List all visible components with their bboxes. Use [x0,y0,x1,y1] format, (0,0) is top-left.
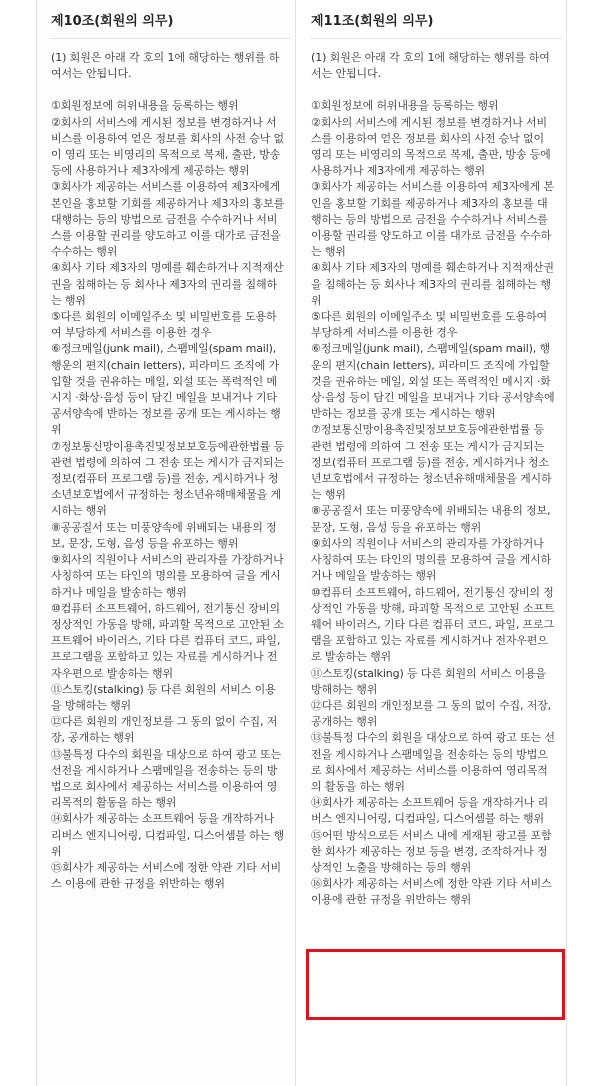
list-item: ②회사의 서비스에 게시된 정보를 변경하거나 서비스를 이용하여 얻은 정보를 회사의 사전 승낙 없이 영리 또는 비영리의 목적으로 복제, 출판, 방송 등에 사용하거나 제3자에게 제공하는 행위 [311,115,551,178]
list-item: ③회사가 제공하는 서비스를 이용하여 제3자에게 본인을 홍보할 기회를 제공하거나 제3자의 홍보를 대행하는 등의 방법으로 금전을 수수하거나 서비스를 이용할 권리를 양도하고 이를 대가로 금전을 수수하는 행위 [51,180,285,259]
list-item: ⑬불특정 다수의 회원을 대상으로 하여 광고 또는 선전을 게시하거나 스팸메일을 전송하는 등의 방법으로 회사에서 제공하는 서비스를 이용하여 영리목적의 활동을 하는 행위 [311,731,555,793]
list-item: ⑭회사가 제공하는 소프트웨어 등을 개작하거나 리버스 엔지니어링, 디컴파일, 디스어셈블 하는 행위 [311,796,549,826]
list-item: ⑩컴퓨터 소프트웨어, 하드웨어, 전기통신 장비의 정상적인 가동을 방해, 파괴할 목적으로 고안된 소프트웨어 바이러스, 기타 다른 컴퓨터 코드, 파일, 프로그램을 포함하고 있는 자료를 게시하거나 전자우편으로 발송하는 행위 [311,585,555,664]
list-item: ⑦정보통신망이용촉진및정보보호등에관한법률 등 관련 법령에 의하여 그 전송 또는 게시가 금지되는 정보(컴퓨터 프로그램 등)를 전송, 게시하거나 청소년보호법에서 규정하는 청소년유해매체물을 게시하는 행위 [311,423,552,502]
list-item: ⑭회사가 제공하는 소프트웨어 등을 개작하거나 리버스 엔지니어링, 디컴파일, 디스어셈블 하는 행위 [51,812,284,858]
list-item: ⑥정크메일(junk mail), 스팸메일(spam mail), 행운의 편지(chain letters), 피라미드 조직에 가입할 것을 권유하는 메일, 외설 또는 폭력적인 메시지 ·화상·음성 등이 담긴 메일을 보내거나 기타 공서양속에 반하는 정보를 공개 또는 게시하는 행위 [51,342,281,437]
list-item: ⑫다른 회원의 개인정보를 그 동의 없이 수집, 저장, 공개하는 행위 [51,715,278,745]
list-item: ④회사 기타 제3자의 명예를 훼손하거나 지적재산권을 침해하는 등 회사나 제3자의 권리를 침해하는 행위 [51,261,284,307]
list-item: ⑮회사가 제공하는 서비스에 정한 약관 기타 서비스 이용에 관한 규정을 위반하는 행위 [51,860,281,891]
list-item: ⑤다른 회원의 이메일주소 및 비밀번호를 도용하여 부당하게 서비스를 이용한 경우 [311,310,547,340]
list-item: ⑥정크메일(junk mail), 스팸메일(spam mail), 행운의 편지(chain letters), 피라미드 조직에 가입할 것을 권유하는 메일, 외설 또는 폭력적인 메시지 ·화상·음성 등이 담긴 메일을 보내거나 기타 공서양속에 반하는 정보를 공개 또는 게시하는 행위 [311,342,555,421]
list-item: ①회원정보에 허위내용을 등록하는 행위 [51,99,239,113]
list-item: ⑪스토킹(stalking) 등 다른 회원의 서비스 이용을 방해하는 행위 [51,682,276,712]
list-item: ③회사가 제공하는 서비스를 이용하여 제3자에게 본인을 홍보할 기회를 제공하거나 제3자의 홍보를 대행하는 등의 방법으로 금전을 수수하거나 서비스를 이용할 권리를 양도하고 이를 대가로 금전을 수수하는 행위 [311,180,554,259]
list-item: ②회사의 서비스에 게시된 정보를 변경하거나 서비스를 이용하여 얻은 정보를 회사의 사전 승낙 없이 영리 또는 비영리의 목적으로 복제, 출판, 방송 등에 사용하거나 제3자에게 제공하는 행위 [51,115,284,178]
list-item: ④회사 기타 제3자의 명예를 훼손하거나 지적재산권을 침해하는 등 회사나 제3자의 권리를 침해하는 행위 [311,261,554,307]
list-item: ⑯회사가 제공하는 서비스에 정한 약관 기타 서비스 이용에 관한 규정을 위반하는 행위 [311,877,552,907]
list-item: ⑫다른 회원의 개인정보를 그 동의 없이 수집, 저장, 공개하는 행위 [311,698,552,729]
list-item: ⑨회사의 직원이나 서비스의 관리자를 가장하거나 사칭하여 또는 타인의 명의를 모용하여 글을 게시하거나 메일을 발송하는 행위 [51,553,284,599]
list-item: ⑨회사의 직원이나 서비스의 관리자를 가장하거나 사칭하여 또는 타인의 명의를 모용하여 글을 게시하거나 메일을 발송하는 행위 [311,536,552,583]
list-item: ⑤다른 회원의 이메일주소 및 비밀번호를 도용하여 부당하게 서비스를 이용한 경우 [51,310,277,340]
right-item-list [311,98,556,908]
list-item: ⑧공공질서 또는 미풍양속에 위배되는 내용의 정보, 문장, 도형, 음성 등을 유포하는 행위 [311,504,551,534]
list-item: ⑩컴퓨터 소프트웨어, 하드웨어, 전기통신 장비의 정상적인 가동을 방해, 파괴할 목적으로 고안된 소프트웨어 바이러스, 기타 다른 컴퓨터 코드, 파일, 프로그램을 포함하고 있는 자료를 게시하거나 전자우편으로 발송하는 행위 [51,601,284,680]
right-article-title: 제11조(회원의 의무) [311,0,562,39]
right-column-article-11 [297,0,567,1086]
left-column-article-10 [36,0,296,1086]
list-item: ⑧공공질서 또는 미풍양속에 위배되는 내용의 정보, 문장, 도형, 음성 등을 유포하는 행위 [51,520,277,550]
list-item: ⑪스토킹(stalking) 등 다른 회원의 서비스 이용을 방해하는 행위 [311,666,547,696]
left-article-title: 제10조(회원의 의무) [51,0,291,39]
list-item: ①회원정보에 허위내용을 등록하는 행위 [311,99,499,113]
list-item: ⑦정보통신망이용촉진및정보보호등에관한법률 등 관련 법령에 의하여 그 전송 또는 게시가 금지되는 정보(컴퓨터 프로그램 등)를 전송, 게시하거나 청소년보호법에서 규정하는 청소년유해매체물을 게시하는 행위 [51,439,285,518]
left-item-list [51,98,285,892]
right-article-intro: (1) 회원은 아래 각 호의 1에 해당하는 행위를 하여서는 안됩니다. [311,51,550,81]
list-item: ⑬불특정 다수의 회원을 대상으로 하여 광고 또는 선전을 게시하거나 스팸메일을 전송하는 등의 방법으로 회사에서 제공하는 서비스를 이용하여 영리목적의 활동을 하는 행위 [51,747,281,810]
list-item: ⑮어떤 방식으로든 서비스 내에 게재된 광고를 포함한 회사가 제공하는 정보 등을 변경, 조작하거나 정상적인 노출을 방해하는 등의 행위 [311,828,552,874]
left-article-intro: (1) 회원은 아래 각 호의 1에 해당하는 행위를 하여서는 안됩니다. [51,51,280,81]
